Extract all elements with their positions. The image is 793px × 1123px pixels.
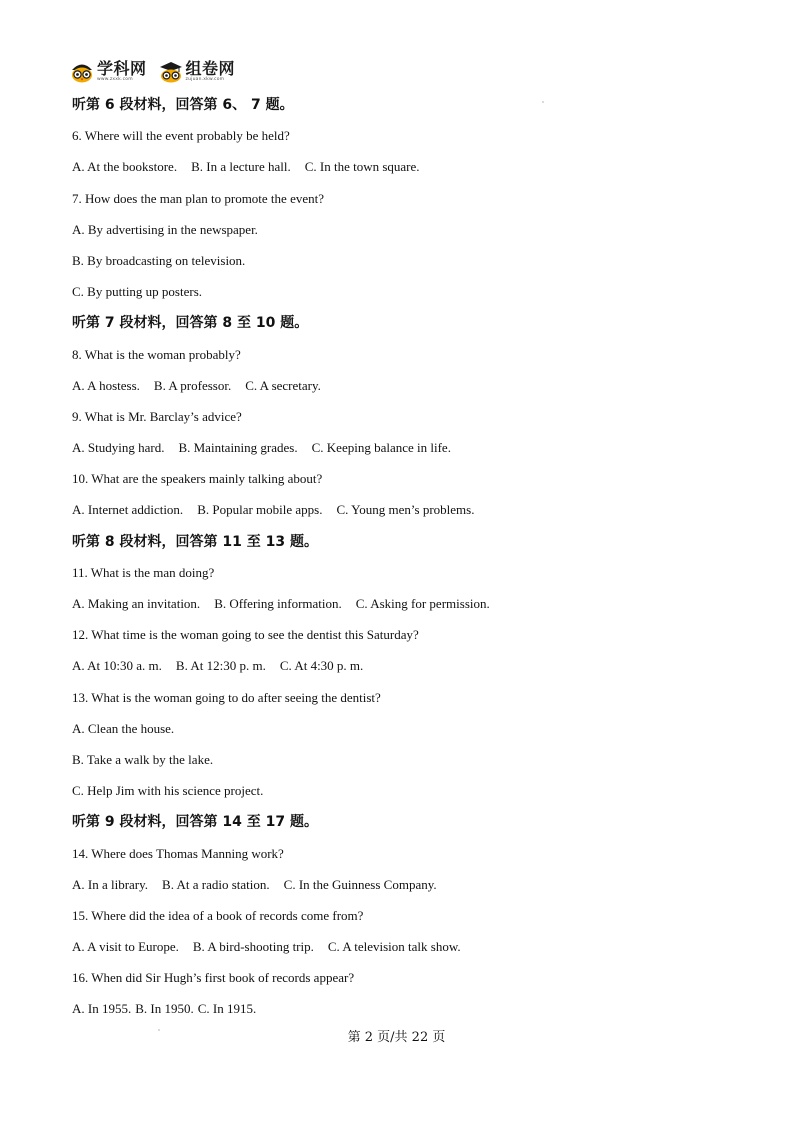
answer-options-row [72, 937, 752, 968]
answer-options-row [72, 875, 752, 906]
question-stem: 9. What is Mr. Barclay’s advice? [72, 408, 242, 424]
page-number: 第 2 页/共 22 页 [347, 1030, 446, 1045]
answer-options-row [72, 438, 752, 469]
answer-option: A. Studying hard. [72, 440, 165, 456]
owl-mascot-icon [70, 61, 94, 83]
answer-option: B. Maintaining grades. [178, 440, 298, 456]
question-list [72, 95, 752, 1031]
answer-option: A. Internet addiction. [72, 502, 184, 518]
answer-option: A. Clean the house. [72, 720, 175, 736]
answer-option: A. In 1955. [72, 1001, 132, 1017]
answer-options-row [72, 500, 752, 531]
header-logos [70, 58, 235, 86]
logo-zujuanwang [159, 61, 236, 83]
answer-option: C. A secretary. [245, 377, 321, 393]
answer-option: C. Asking for permission. [355, 596, 490, 611]
answer-option: C. At 4:30 p. m. [279, 658, 364, 674]
answer-option: C. By putting up posters. [72, 284, 203, 300]
question-stem: 14. Where does Thomas Manning work? [72, 845, 284, 861]
section-heading: 听第 7 段材料，回答第 8 至 10 题。 [72, 315, 309, 332]
answer-option: B. At 12:30 p. m. [175, 658, 266, 674]
answer-option: B. A professor. [153, 377, 232, 393]
answer-options-row [72, 594, 752, 625]
question-stem: 11. What is the man doing? [72, 564, 215, 580]
answer-option: B. In 1950. [135, 1001, 194, 1017]
logo-name: 组卷网 [185, 59, 236, 79]
question-stem: 7. How does the man plan to promote the event? [72, 190, 324, 206]
logo-url: www.zxxk.com [97, 77, 133, 83]
answer-option: A. A visit to Europe. [72, 939, 179, 955]
scan-speck [158, 1029, 160, 1031]
answer-option: B. Popular mobile apps. [197, 502, 323, 518]
question-stem: 8. What is the woman probably? [72, 346, 241, 362]
answer-option: A. In a library. [72, 876, 149, 892]
answer-option: B. By broadcasting on television. [72, 252, 246, 268]
scan-speck [542, 101, 544, 103]
section-heading: 听第 9 段材料，回答第 14 至 17 题。 [72, 814, 318, 831]
answer-option: C. In 1915. [197, 1001, 257, 1017]
logo-name: 学科网 [97, 59, 147, 79]
question-stem: 10. What are the speakers mainly talking about? [72, 471, 323, 487]
answer-options-row [72, 157, 752, 188]
question-stem: 12. What time is the woman going to see the dentist this Saturday? [72, 627, 419, 643]
answer-option: C. In the Guinness Company. [283, 876, 437, 892]
answer-options-row [72, 656, 752, 687]
question-stem: 15. Where did the idea of a book of records come from? [72, 907, 364, 923]
logo-xuekewang [70, 61, 147, 83]
section-heading: 听第 6 段材料，回答第 6、 7 题。 [72, 97, 294, 113]
graduate-owl-icon [159, 61, 183, 83]
question-stem: 16. When did Sir Hugh’s first book of records appear? [72, 970, 355, 986]
answer-option: C. In the town square. [304, 159, 420, 175]
answer-option: A. At the bookstore. [72, 159, 178, 175]
answer-option: B. In a lecture hall. [191, 159, 291, 175]
answer-options-row [72, 376, 752, 407]
answer-option: B. A bird-shooting trip. [192, 939, 314, 955]
answer-option: A. By advertising in the newspaper. [72, 221, 258, 237]
answer-option: C. A television talk show. [327, 939, 461, 955]
answer-option: C. Keeping balance in life. [311, 440, 451, 456]
answer-option: C. Help Jim with his science project. [72, 783, 264, 799]
question-stem: 6. Where will the event probably be held? [72, 128, 290, 144]
answer-option: B. At a radio station. [162, 876, 270, 892]
answer-option: A. At 10:30 a. m. [72, 658, 162, 674]
logo-url: zujuan.xkw.com [185, 77, 225, 83]
question-stem: 13. What is the woman going to do after seeing the dentist? [72, 689, 381, 705]
answer-option: A. A hostess. [72, 377, 140, 393]
answer-option: C. Young men’s problems. [336, 502, 475, 518]
section-heading: 听第 8 段材料，回答第 11 至 13 题。 [72, 533, 318, 550]
answer-option: B. Take a walk by the lake. [72, 751, 214, 767]
answer-option: A. Making an invitation. [72, 596, 201, 611]
answer-option: B. Offering information. [214, 596, 342, 611]
